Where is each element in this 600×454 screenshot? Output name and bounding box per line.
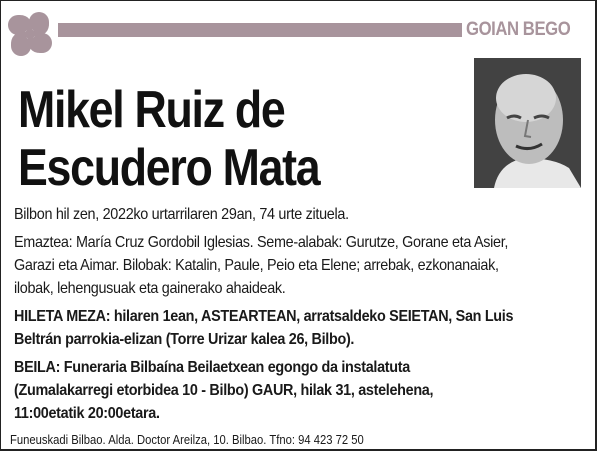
text-line: ilobak, lehengusuak eta gainerako ahaideak. xyxy=(14,280,286,297)
text-line: 11:00etatik 20:00etara. xyxy=(14,405,160,422)
wake-info xyxy=(14,356,594,425)
text-line: Garazi eta Aimar. Bilobak: Katalin, Paule, Peio eta Elene; arrebak, ezkonanaiak, xyxy=(14,257,499,274)
text-line: (Zumalakarregi etorbidea 10 - Bilbo) GAUR, hilak 31, astelehena, xyxy=(14,382,434,399)
deceased-name-line2: Escudero Mata xyxy=(18,139,320,197)
text-line: HILETA MEZA: hilaren 1ean, ASTEARTEAN, arratsaldeko SEIETAN, San Luis xyxy=(14,308,514,325)
funeral-home-footer: Funeuskadi Bilbao. Alda. Doctor Areilza, 10. Bilbao. Tfno: 94 423 72 50 xyxy=(10,433,364,447)
portrait-photo xyxy=(474,58,581,188)
text-line: Beltrán parrokia-elizan (Torre Urizar kalea 26, Bilbo). xyxy=(14,331,355,348)
header-bar xyxy=(58,23,462,37)
funeral-mass xyxy=(14,305,594,351)
obituary-body xyxy=(14,203,594,430)
death-notice xyxy=(14,203,594,226)
text-line: Bilbon hil zen, 2022ko urtarrilaren 29an, 74 urte zituela. xyxy=(14,206,349,223)
text-line: Emaztea: María Cruz Gordobil Iglesias. Seme-alabak: Gurutze, Gorane eta Asier, xyxy=(14,234,509,251)
section-label: GOIAN BEGO xyxy=(466,19,571,40)
text-line: BEILA: Funeraria Bilbaína Beilaetxean egongo da instalatuta xyxy=(14,359,410,376)
lauburu-icon xyxy=(4,8,56,60)
family-list xyxy=(14,231,594,300)
deceased-name-line1: Mikel Ruiz de xyxy=(18,81,285,139)
